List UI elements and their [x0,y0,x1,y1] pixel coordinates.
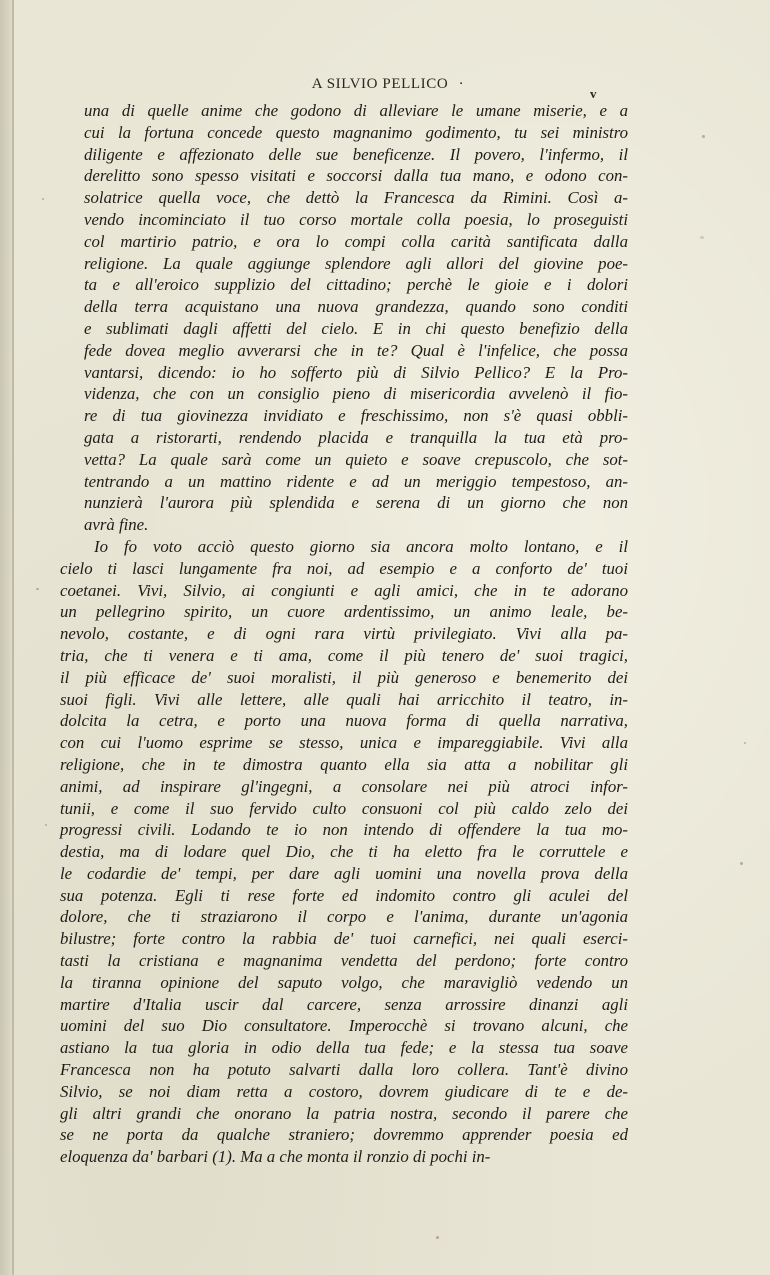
text-line: re di tua giovinezza invidiato e freschissimo, non s'è quasi obbli- [84,406,628,426]
text-line: coetanei. Vivi, Silvio, ai congiunti e agli amici, che in te adorano [60,580,628,600]
text-line: tentrando a un mattino ridente e ad un meriggio tempestoso, an- [84,471,628,491]
body-text [60,100,628,1168]
paragraph-2 [60,536,628,1168]
text-line: vetta? La quale sarà come un quieto e soave crepuscolo, che sot- [84,449,628,469]
text-line: e sublimati dagli affetti del cielo. E in chi questo benefizio della [84,318,628,338]
text-line: della terra acquistano una nuova grandezza, quando sono conditi [84,297,628,317]
text-line: cui la fortuna concede questo magnanimo godimento, tu sei ministro [84,122,628,142]
text-line: dolcita la cetra, e porto una nuova forma di quella narrativa, [60,711,628,731]
text-line: videnza, che con un consiglio pieno di misericordia avvelenò il fio- [84,384,628,404]
text-line: con cui l'uomo esprime se stesso, unica e impareggiabile. Vivi alla [60,733,628,753]
text-line: Francesca non ha potuto salvarti dalla loro collera. Tant'è divino [60,1060,628,1080]
text-line: Io fo voto acciò questo giorno sia ancora molto lontano, e il [94,536,628,556]
text-line: animi, ad inspirare gl'ingegni, a consolare nei più atroci infor- [60,776,628,796]
text-line: martire d'Italia uscir dal carcere, senza arrossire dinanzi agli [60,994,628,1014]
text-line: progressi civili. Lodando te io non intendo di offendere la tua mo- [60,820,628,840]
running-head [0,76,770,93]
text-line: destia, ma di lodare quel Dio, che ti ha eletto fra le corruttele e [60,842,628,862]
text-line: tasti la cristiana e magnanima vendetta del perdono; forte contro [60,951,628,971]
text-line: astiano la tua gloria in odio della tua fede; e la stessa tua soave [60,1038,628,1058]
text-line: religione, che in te dimostra quanto ella sia atta a nobilitar gli [60,754,628,774]
text-line: religione. La quale aggiunge splendore agli allori del giovine poe- [84,253,628,273]
text-line: uomini del suo Dio consultatore. Imperocchè si trovano alcuni, che [60,1016,628,1036]
text-line: ta e all'eroico supplizio del cittadino; perchè le gioie e i dolori [84,275,628,295]
paper-speck [36,588,39,590]
text-line: sua potenza. Egli ti rese forte ed indomito contro gli aculei del [60,885,628,905]
text-line: col martirio patrio, e ora lo compi colla carità santificata dalla [84,231,628,251]
text-line: fede dovea meglio avverarsi che in te? Qual è l'infelice, che possa [84,340,628,360]
text-line: diligente e affezionato delle sue beneficenze. Il povero, l'infermo, il [84,144,628,164]
text-line: le codardie de' tempi, per dare agli uomini una novella prova della [60,863,628,883]
text-line: gli altri grandi che onorano la patria nostra, secondo il parere che [60,1103,628,1123]
running-head-mark: · [458,76,465,92]
paper-speck [700,236,704,239]
text-line: derelitto sono spesso visitati e soccorsi dalla tua mano, e odono con- [84,166,628,186]
text-line: cielo ti lasci lungamente fra noi, ad esempio e a conforto de' tuoi [60,558,628,578]
text-line: vantarsi, dicendo: io ho sofferto più di Silvio Pellico? E la Pro- [84,362,628,382]
text-line: se ne porta da qualche straniero; dovremmo apprender poesia ed [60,1125,628,1145]
page-edge-line [12,0,14,1275]
text-line: dolore, che ti straziarono il corpo e l'anima, durante un'agonia [60,907,628,927]
text-line: Silvio, se noi diam retta a costoro, dovrem giudicare di te e de- [60,1081,628,1101]
text-line: tunii, e come il suo fervido culto consuoni col più caldo zelo dei [60,798,628,818]
text-line: eloquenza da' barbari (1). Ma a che monta il ronzio di pochi in- [60,1147,491,1167]
text-line: bilustre; forte contro la rabbia de' tuoi carnefici, nei quali eserci- [60,929,628,949]
paper-speck [744,742,746,744]
text-line: gata a ristorarti, rendendo placida e tranquilla la tua età pro- [84,427,628,447]
page-number: v [590,86,597,101]
text-line: solatrice quella voce, che dettò la Francesca da Rimini. Così a- [84,188,628,208]
paper-speck [45,824,47,826]
text-line: un pellegrino spirito, un cuore ardentissimo, un animo leale, be- [60,602,628,622]
text-line: la tiranna opinione del saputo volgo, che maravigliò vedendo un [60,972,628,992]
text-line: suoi figli. Vivi alle lettere, alle quali hai arricchito il teatro, in- [60,689,628,709]
text-line: vendo incominciato il tuo corso mortale colla poesia, lo proseguisti [84,209,628,229]
text-line: avrà fine. [84,515,149,535]
text-line: una di quelle anime che godono di alleviare le umane miserie, e a [84,101,628,120]
paper-speck [740,862,743,865]
text-line: nevolo, costante, e di ogni rara virtù privilegiato. Vivi alla pa- [60,624,628,644]
text-line: nunzierà l'aurora più splendida e serena di un giorno che non [84,493,628,513]
running-head-title: A SILVIO PELLICO [311,76,449,92]
paper-speck [702,135,705,138]
paper-speck [436,1236,439,1239]
text-line: tria, che ti venera e ti ama, come il più tenero de' suoi tragici, [60,645,628,665]
paper-speck [42,198,44,200]
paragraph-1 [60,100,628,536]
text-line: il più efficace de' suoi moralisti, il più generoso e benemerito dei [60,667,628,687]
